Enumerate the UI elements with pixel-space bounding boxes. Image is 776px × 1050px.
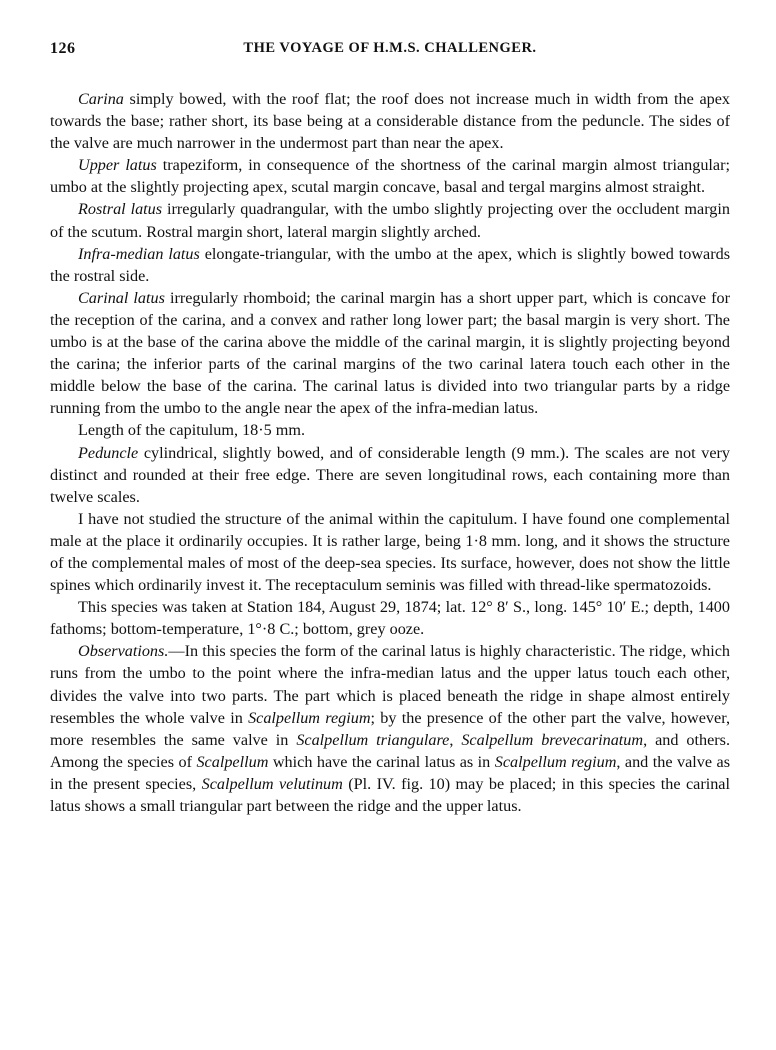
- text-structure: I have not studied the structure of the animal within the capitulum. I have found one complemental male at the place it ordinarily occupies. It is rather large, being 1·8 mm. long, and it shows the structure of the complemental males of most of the deep-sea species. Its surface, however, does not show the little spines which ordinarily invest it. The receptaculum seminis was filled with thread-like spermatozoids.: [50, 509, 730, 595]
- paragraph-carinal-latus: [50, 287, 730, 420]
- obs-text-7: (Pl. IV. fig. 10) may be placed; in this species the carinal latus shows a small triangular part between the ridge and the upper latus.: [50, 774, 730, 815]
- page: [50, 40, 731, 815]
- text-station: This species was taken at Station 184, August 29, 1874; lat. 12° 8′ S., long. 145° 10′ E.; depth, 1400 fathoms; bottom-temperature, 1°·8 C.; bottom, grey ooze.: [50, 598, 730, 639]
- paragraph-observations: [50, 640, 730, 817]
- paragraph-capitulum-length: [50, 419, 730, 441]
- species-name: Scalpellum triangulare: [296, 730, 450, 749]
- page-number: 126: [50, 40, 76, 57]
- obs-text-4: , and others. Among the species of: [50, 730, 731, 771]
- obs-text-3: ,: [449, 730, 462, 749]
- text-carinal-latus: irregularly rhomboid; the carinal margin has a short upper part, which is concave for the reception of the carina, and a convex and rather long lower part; the basal margin is very short. The umbo is at the base of the carina above the middle of the carinal margin, it is slightly projecting beyond the carina; the inferior parts of the carinal margins of the two carinal latera touch each other in the middle below the base of the carina. The carinal latus is divided into two triangular parts by a ridge running from the umbo to the angle near the apex of the infra-median latus.: [50, 288, 731, 418]
- paragraph-peduncle: [50, 442, 730, 508]
- paragraph-upper-latus: [50, 154, 730, 198]
- term-peduncle: Peduncle: [78, 443, 139, 462]
- term-carina: Carina: [78, 90, 124, 108]
- species-name: Scalpellum regium: [248, 708, 371, 727]
- term-upper-latus: Upper latus: [78, 156, 157, 175]
- term-observations: Observations.: [78, 642, 169, 661]
- page-header: [50, 40, 730, 66]
- species-name: Scalpellum velutinum: [201, 774, 343, 793]
- text-capitulum-length: Length of the capitulum, 18·5 mm.: [78, 421, 306, 440]
- paragraph-station: [50, 596, 730, 640]
- species-name: Scalpellum brevecarinatum: [461, 730, 644, 749]
- obs-text-6: , and the valve as in the present species,: [50, 752, 731, 793]
- obs-text-1: —In this species the form of the carinal latus is highly characteristic. The ridge, which runs from the umbo to the point where the infra-median latus and the upper latus touch each other, divides the valve into two parts. The part which is placed beneath the ridge in shape almost entirely resembles the whole valve in: [50, 642, 730, 727]
- paragraph-structure: [50, 508, 730, 596]
- text-upper-latus: trapeziform, in consequence of the shortness of the carinal margin almost triangular; umbo at the slightly projecting apex, scutal margin concave, basal and tergal margins almost straight.: [50, 156, 731, 197]
- species-name: Scalpellum regium: [494, 752, 617, 771]
- term-carinal-latus: Carinal latus: [78, 288, 165, 307]
- text-peduncle: cylindrical, slightly bowed, and of considerable length (9 mm.). The scales are not very distinct and rounded at their free edge. There are seven longitudinal rows, each containing more than twelve scales.: [50, 443, 730, 506]
- paragraph-infra-median-latus: [50, 243, 730, 287]
- text-infra-median-latus: elongate-triangular, with the umbo at the apex, which is slightly bowed towards the rostral side.: [50, 244, 730, 285]
- obs-text-5: which have the carinal latus as in: [268, 752, 495, 771]
- obs-text-2: ; by the presence of the other part the valve, however, more resembles the same valve in: [50, 708, 730, 749]
- text-rostral-latus: irregularly quadrangular, with the umbo slightly projecting over the occludent margin of the scutum. Rostral margin short, lateral margin slightly arched.: [50, 200, 730, 241]
- text-carina: simply bowed, with the roof flat; the roof does not increase much in width from the apex towards the base; rather short, its base being at a considerable distance from the peduncle. The sides of the valve are much narrower in the undermost part than near the apex.: [50, 90, 730, 153]
- term-rostral-latus: Rostral latus: [78, 200, 163, 219]
- paragraph-carina: [50, 88, 730, 154]
- body-text: [50, 88, 730, 817]
- genus-name: Scalpellum: [196, 752, 269, 771]
- paragraph-rostral-latus: [50, 198, 730, 242]
- running-title: THE VOYAGE OF H.M.S. CHALLENGER.: [243, 40, 537, 56]
- term-infra-median-latus: Infra-median latus: [78, 244, 200, 263]
